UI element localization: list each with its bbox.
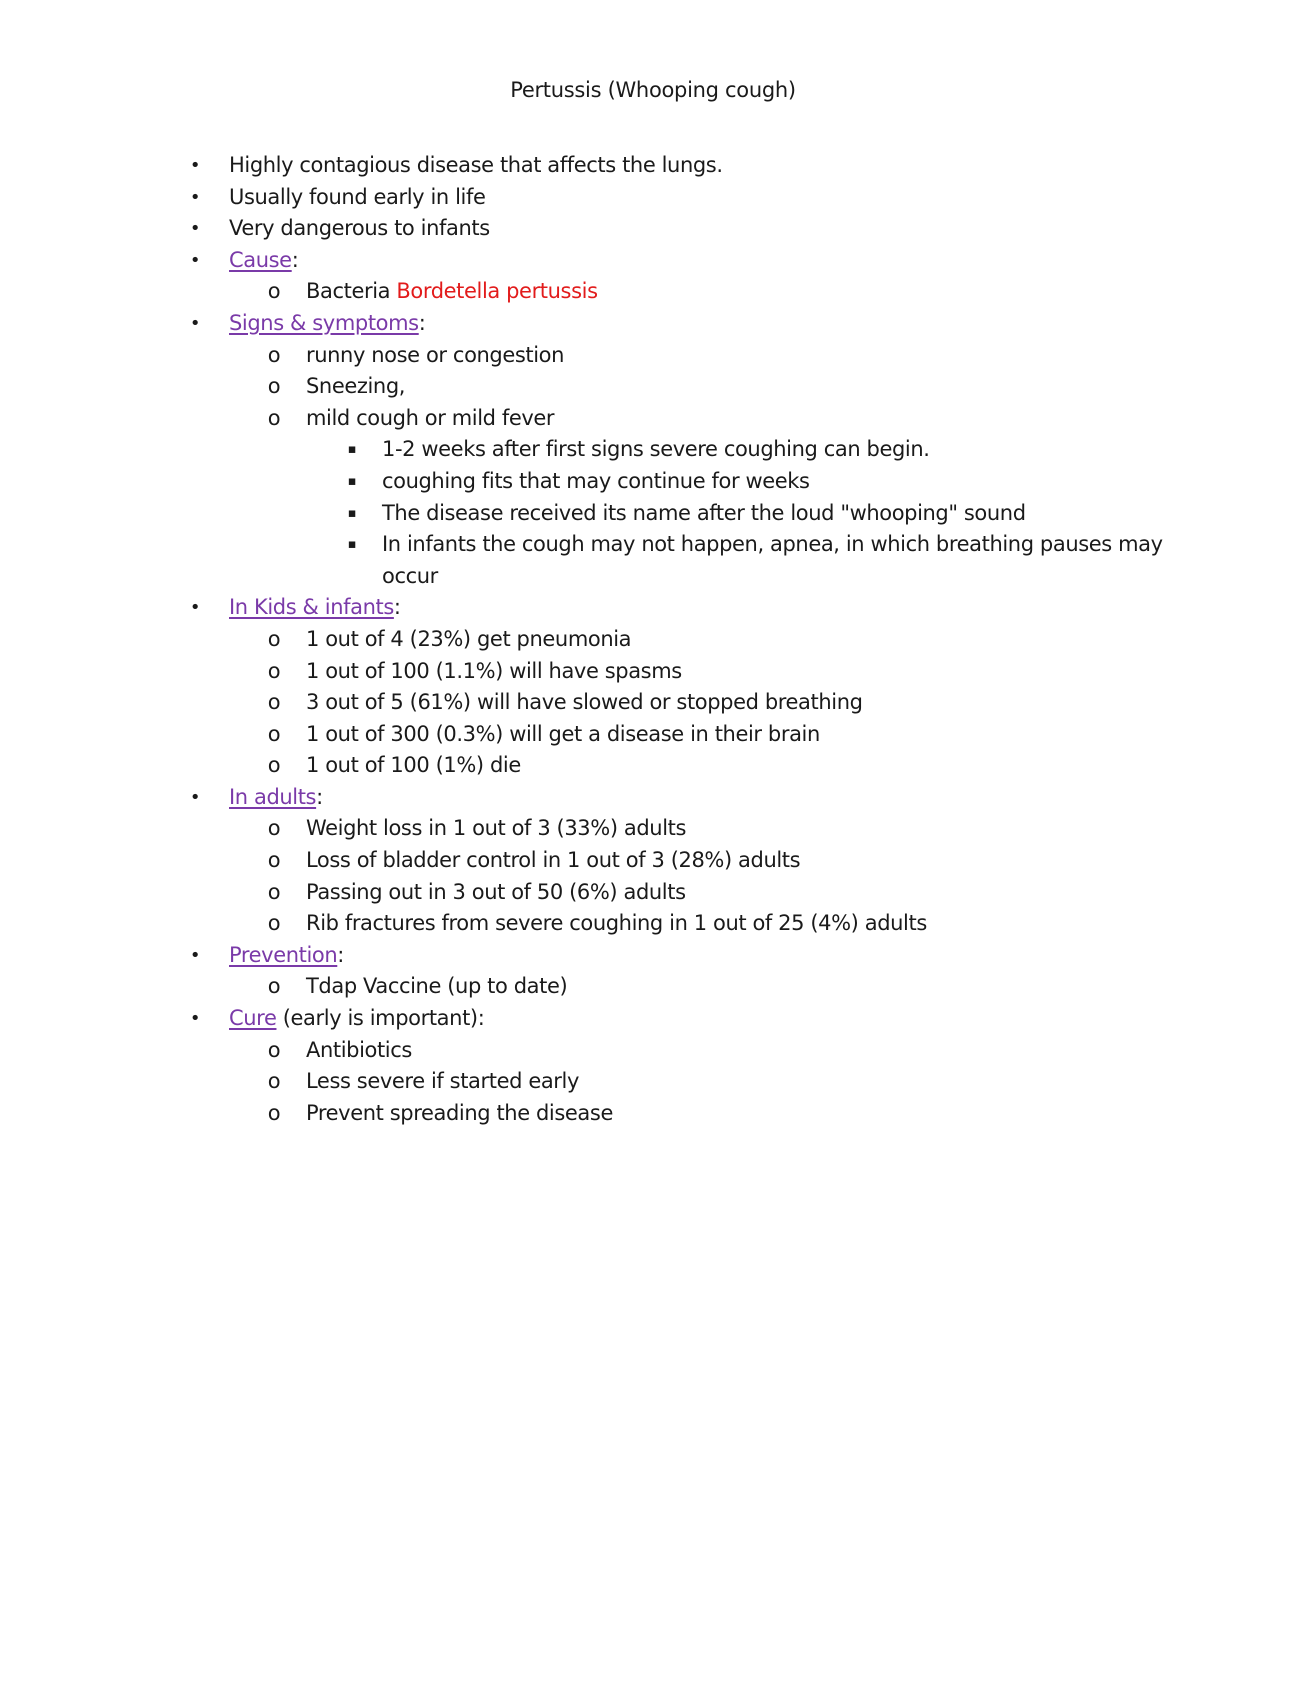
square-bullet-icon: ▪ bbox=[347, 473, 357, 489]
list-item bbox=[0, 750, 1306, 782]
list-item bbox=[0, 529, 1306, 561]
list-item-text: runny nose or congestion bbox=[306, 342, 565, 367]
list-item-text: coughing fits that may continue for weeks bbox=[382, 468, 810, 493]
list-item bbox=[0, 371, 1306, 403]
list-item-text: 3 out of 5 (61%) will have slowed or stopped breathing bbox=[306, 690, 863, 715]
circle-bullet-icon: o bbox=[267, 405, 281, 430]
adults-link[interactable]: In adults bbox=[229, 784, 317, 809]
circle-bullet-icon: o bbox=[267, 626, 281, 651]
list-item bbox=[0, 340, 1306, 372]
square-bullet-icon: ▪ bbox=[347, 537, 357, 553]
list-item bbox=[0, 624, 1306, 656]
bullet-icon: • bbox=[189, 155, 201, 176]
circle-bullet-icon: o bbox=[267, 816, 281, 841]
section-heading: Signs & symptoms: bbox=[229, 310, 426, 335]
bullet-icon: • bbox=[189, 1008, 201, 1030]
list-item bbox=[0, 1098, 1306, 1130]
square-bullet-icon: ▪ bbox=[347, 442, 357, 458]
list-item bbox=[0, 719, 1306, 751]
list-item-text: Less severe if started early bbox=[306, 1069, 580, 1094]
list-item bbox=[0, 845, 1306, 877]
square-bullet-icon: ▪ bbox=[347, 505, 357, 521]
list-item-text: Bacteria Bordetella pertussis bbox=[306, 279, 598, 304]
section-heading: Cause: bbox=[229, 247, 299, 272]
bullet-icon: • bbox=[189, 249, 201, 271]
list-item bbox=[0, 213, 1306, 245]
section-heading: In adults: bbox=[229, 784, 323, 809]
section-heading: Prevention: bbox=[229, 942, 344, 967]
prevention-link[interactable]: Prevention bbox=[229, 942, 338, 967]
list-item-text: Prevent spreading the disease bbox=[306, 1100, 613, 1125]
list-item-text: Highly contagious disease that affects the lungs. bbox=[229, 153, 723, 177]
kids-link[interactable]: In Kids & infants bbox=[229, 595, 394, 620]
bullet-icon: • bbox=[189, 218, 201, 240]
bullet-icon: • bbox=[189, 944, 201, 966]
list-item bbox=[0, 276, 1306, 308]
circle-bullet-icon: o bbox=[267, 658, 281, 683]
document-body bbox=[0, 150, 1306, 1129]
list-item bbox=[0, 150, 1306, 182]
list-item-text: Weight loss in 1 out of 3 (33%) adults bbox=[306, 816, 687, 841]
list-item-text: Passing out in 3 out of 50 (6%) adults bbox=[306, 879, 686, 904]
list-item bbox=[0, 877, 1306, 909]
list-item bbox=[0, 1035, 1306, 1067]
list-item bbox=[0, 466, 1306, 498]
document-title: Pertussis (Whooping cough) bbox=[510, 78, 796, 102]
list-item bbox=[0, 182, 1306, 214]
list-item-text: The disease received its name after the loud "whooping" sound bbox=[382, 500, 1026, 525]
list-item-text: 1 out of 300 (0.3%) will get a disease in their brain bbox=[306, 721, 820, 746]
list-item bbox=[0, 971, 1306, 1003]
circle-bullet-icon: o bbox=[267, 879, 281, 904]
list-item-continuation bbox=[0, 561, 1306, 593]
section-prevention bbox=[0, 940, 1306, 972]
circle-bullet-icon: o bbox=[267, 279, 281, 304]
list-item bbox=[0, 498, 1306, 530]
list-item-text: Loss of bladder control in 1 out of 3 (28%) adults bbox=[306, 848, 801, 873]
circle-bullet-icon: o bbox=[267, 753, 281, 778]
bullet-icon: • bbox=[189, 597, 201, 619]
list-item-text: Antibiotics bbox=[306, 1037, 412, 1062]
list-item-text: 1 out of 4 (23%) get pneumonia bbox=[306, 626, 632, 651]
circle-bullet-icon: o bbox=[267, 690, 281, 715]
list-item bbox=[0, 1066, 1306, 1098]
bullet-icon: • bbox=[189, 786, 201, 808]
circle-bullet-icon: o bbox=[267, 1100, 281, 1125]
section-cure bbox=[0, 1003, 1306, 1035]
circle-bullet-icon: o bbox=[267, 1069, 281, 1094]
list-item-text: 1 out of 100 (1%) die bbox=[306, 753, 521, 778]
list-item-text: 1 out of 100 (1.1%) will have spasms bbox=[306, 658, 682, 683]
circle-bullet-icon: o bbox=[267, 911, 281, 936]
list-item-text: 1-2 weeks after first signs severe coughing can begin. bbox=[382, 437, 930, 462]
list-item bbox=[0, 434, 1306, 466]
section-cause bbox=[0, 245, 1306, 277]
section-signs bbox=[0, 308, 1306, 340]
circle-bullet-icon: o bbox=[267, 974, 281, 999]
section-kids bbox=[0, 592, 1306, 624]
list-item-text: occur bbox=[382, 563, 438, 588]
cure-link[interactable]: Cure bbox=[229, 1006, 277, 1031]
bullet-icon: • bbox=[189, 312, 201, 334]
bullet-icon: • bbox=[189, 186, 201, 208]
list-item bbox=[0, 687, 1306, 719]
list-item-text: In infants the cough may not happen, apnea, in which breathing pauses may bbox=[382, 532, 1163, 557]
signs-link[interactable]: Signs & symptoms bbox=[229, 310, 419, 335]
section-heading: Cure (early is important): bbox=[229, 1006, 485, 1031]
list-item bbox=[0, 908, 1306, 940]
circle-bullet-icon: o bbox=[267, 721, 281, 746]
section-heading: In Kids & infants: bbox=[229, 595, 401, 620]
list-item-text: Usually found early in life bbox=[229, 184, 486, 209]
list-item-text: Very dangerous to infants bbox=[229, 216, 490, 241]
list-item bbox=[0, 656, 1306, 688]
list-item bbox=[0, 403, 1306, 435]
list-item-text: mild cough or mild fever bbox=[306, 405, 555, 430]
circle-bullet-icon: o bbox=[267, 342, 281, 367]
circle-bullet-icon: o bbox=[267, 1037, 281, 1062]
circle-bullet-icon: o bbox=[267, 374, 281, 399]
list-item-text: Rib fractures from severe coughing in 1 out of 25 (4%) adults bbox=[306, 911, 927, 936]
list-item-text: Sneezing, bbox=[306, 374, 406, 399]
bacteria-name: Bordetella pertussis bbox=[396, 279, 598, 304]
list-item-text: Tdap Vaccine (up to date) bbox=[306, 974, 568, 999]
list-item bbox=[0, 813, 1306, 845]
circle-bullet-icon: o bbox=[267, 848, 281, 873]
section-adults bbox=[0, 782, 1306, 814]
cause-link[interactable]: Cause bbox=[229, 247, 292, 272]
